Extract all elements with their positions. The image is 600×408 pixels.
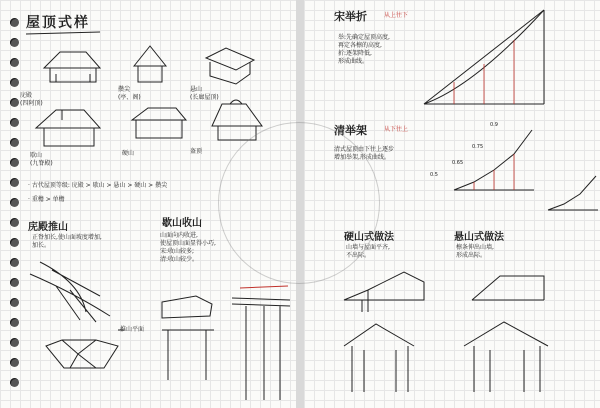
- song-profile-diagram: [424, 10, 544, 104]
- section-tag-qing-method: 从下往上: [384, 126, 409, 133]
- hip-roof-sketch: [44, 52, 100, 82]
- ratio-label-3: 0.75: [472, 144, 484, 150]
- roof-label-hip-gable: 歇山 (九脊殿): [30, 152, 53, 167]
- section-title-hip-push: 庑殿推山: [28, 222, 68, 233]
- ratio-label-1: 0.5: [430, 172, 438, 178]
- hip-gable-roof-sketch: [36, 110, 100, 146]
- section-title-qing-method: 清举架: [334, 124, 367, 137]
- section-title-flush-gable: 硬山式做法: [344, 232, 394, 243]
- flush-gable-building-sketch: [344, 272, 424, 392]
- hip-ridge-sketch: [30, 262, 110, 322]
- page-title: 屋顶式样: [26, 15, 90, 31]
- section-title-song-method: 宋举折: [334, 10, 367, 23]
- qing-step-diagram: [454, 130, 598, 210]
- section-tag-song-method: 从上往下: [384, 12, 409, 19]
- roof-label-helmet: 盔顶: [190, 148, 203, 155]
- section-text-qing-method: 清式屋顶由下往上逐步 增加举架,形成曲线。: [334, 146, 395, 161]
- gable-side-sketch: [162, 286, 290, 400]
- roof-label-pyramidal: 攒尖 (亭、阁): [118, 86, 141, 101]
- roof-label-gable: 悬山 (长廊屋顶): [190, 86, 219, 101]
- pyramidal-roof-sketch: [134, 46, 166, 82]
- section-text-overhang-gable: 檩条伸出山墙, 形成出际。: [456, 244, 494, 259]
- roof-plan-sketch: [46, 340, 118, 368]
- section-title-overhang-gable: 悬山式做法: [454, 232, 504, 243]
- rank-line-2: · 重檐 > 单檐: [28, 196, 65, 203]
- section-text-song-method: 举:先确定屋顶高度, 再定各檩的高度, 折:逐架降低, 形成曲线。: [338, 34, 390, 65]
- section-text-flush-gable: 山墙与屋面平齐, 不出际。: [346, 244, 390, 259]
- gable-roof-sketch: [206, 48, 254, 84]
- section-title-gable-inset: 歇山收山: [162, 218, 202, 229]
- ratio-label-4: 0.9: [490, 122, 498, 128]
- plan-label: 推山平面: [120, 326, 145, 333]
- watermark: [218, 122, 380, 284]
- section-text-gable-inset: 山面向内收进, 使屋顶山面显得小巧, 宋:收山较多; 清:收山较少。: [160, 232, 216, 263]
- overhang-gable-building-sketch: [464, 276, 548, 392]
- roof-label-flush-gable: 硬山: [122, 150, 135, 157]
- ratio-label-2: 0.65: [452, 160, 464, 166]
- flush-gable-roof-sketch: [132, 108, 186, 138]
- roof-label-hip: 庑殿 (四阿顶): [20, 92, 43, 107]
- section-text-hip-push: 正脊加长,使山面坡度增加, 加长。: [32, 234, 102, 249]
- rank-line-1: · 古代屋顶等级: 庑殿 > 歇山 > 悬山 > 硬山 > 攒尖: [28, 182, 168, 189]
